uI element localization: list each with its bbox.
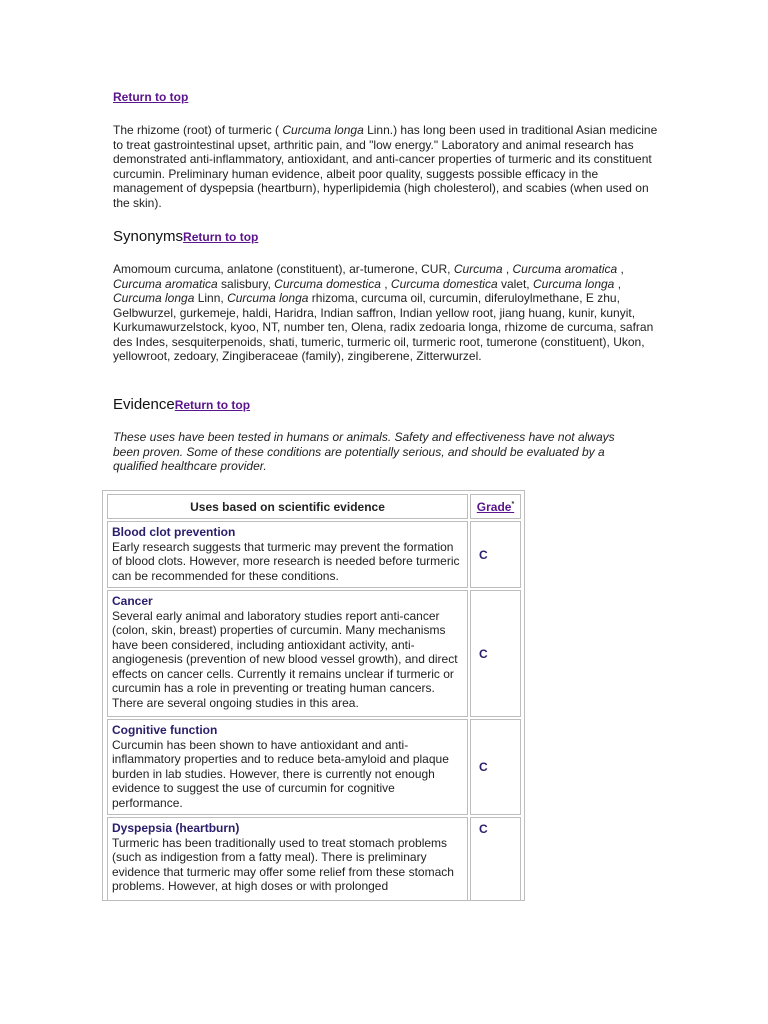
evidence-heading-label: Evidence: [113, 396, 175, 413]
table-row: [107, 521, 468, 588]
syn-italic: Curcuma longa: [532, 276, 615, 291]
grade-asterisk: *: [511, 500, 515, 508]
table-row: [107, 817, 468, 901]
grade-cell: [470, 817, 521, 901]
return-to-top-link[interactable]: Return to top: [113, 90, 189, 104]
use-name: Blood clot prevention: [112, 525, 236, 539]
syn-italic: Curcuma aromatica: [113, 276, 218, 291]
syn-italic: Curcuma domestica: [390, 276, 498, 291]
syn-text: ,: [502, 262, 513, 276]
use-description: Several early animal and laboratory studies report anti-cancer (colon, skin, breast) properties of curcumin. Many mechanisms have been considered, including antioxidant activity, anti-angiogenesis (prevention of new blood vessel growth), and direct effects on cancer cells. Currently it remains unclear if turmeric or curcumin has a role in preventing or treating human cancers. There are several ongoing studies in this area.: [112, 608, 458, 710]
use-name: Cancer: [112, 594, 153, 608]
intro-latin-name: Curcuma longa: [282, 123, 364, 137]
intro-paragraph: [113, 123, 658, 210]
syn-italic: Curcuma domestica: [274, 276, 381, 291]
evidence-table: [102, 490, 525, 901]
table-header-grade: [470, 494, 521, 519]
use-name: Dyspepsia (heartburn): [112, 821, 240, 835]
use-name: Cognitive function: [112, 723, 218, 737]
grade-value: C: [479, 547, 488, 562]
synonyms-return-to-top-link[interactable]: Return to top: [183, 230, 259, 244]
syn-text: valet,: [497, 276, 533, 291]
syn-italic: Curcuma: [453, 262, 503, 276]
syn-text: Amomoum curcuma, anlatone (constituent), ar-tumerone, CUR,: [113, 262, 454, 276]
synonyms-heading-label: Synonyms: [113, 228, 184, 245]
syn-text: rhizoma, curcuma oil, curcumin, diferuloylmethane, E zhu, Gelbwurzel, gurkemeje, haldi, Haridra, Indian saffron, Indian yellow root, jiang huang, kunir, kunyit, Kurkumawurzelstock, kyoo, NT, number ten, Olena, radix zedoaria longa, rhizome de curcuma, safran des Indes, sesquiterpenoids, shati, tumeric, turmeric oil, turmeric root, tumerone (constituent), Ukon, yellowroot, zedoary, Zingiberaceae (family), zingiberene, Zitterwurzel.: [113, 291, 654, 363]
synonyms-heading: [113, 228, 258, 245]
grade-link[interactable]: [477, 500, 514, 514]
evidence-return-to-top-link[interactable]: Return to top: [174, 398, 251, 412]
evidence-intro: These uses have been tested in humans or animals. Safety and effectiveness have not always been proven. Some of these conditions are potentially serious, and should be evaluated by a qualified healthcare provider.: [113, 430, 615, 473]
intro-text-1: The rhizome (root) of turmeric (: [113, 123, 283, 137]
synonyms-paragraph: [113, 262, 661, 364]
syn-text: Linn,: [194, 291, 228, 305]
syn-text: salisbury,: [217, 276, 275, 291]
col-grade-label: Grade: [476, 499, 512, 514]
use-description: Turmeric has been traditionally used to treat stomach problems (such as indigestion from a fatty meal). There is preliminary evidence that turmeric may offer some relief from these stomach problems. However, at high doses or with prolonged: [112, 835, 454, 893]
grade-cell: [470, 590, 521, 717]
evidence-heading: [113, 396, 250, 413]
syn-italic: Curcuma longa: [113, 291, 195, 305]
table-header-uses: [107, 494, 468, 519]
use-description: Curcumin has been shown to have antioxidant and anti-inflammatory properties and to reduce beta-amyloid and plaque burden in lab studies. However, there is currently not enough evidence to suggest the use of curcumin for cognitive performance.: [112, 737, 449, 810]
grade-value: C: [479, 822, 488, 836]
use-description: Early research suggests that turmeric may prevent the formation of blood clots. However, more research is needed before turmeric can be recommended for these conditions.: [112, 539, 460, 583]
grade-cell: [470, 719, 521, 815]
syn-italic: Curcuma longa: [227, 291, 309, 305]
syn-text: ,: [617, 262, 624, 276]
table-row: [107, 590, 468, 717]
syn-italic: Curcuma aromatica: [512, 262, 618, 276]
table-row: [107, 719, 468, 815]
intro-text-2: Linn.) has long been used in traditional Asian medicine to treat gastrointestinal upset, arthritic pain, and "low energy." Laboratory and animal research has demonstrated anti-inflammatory, antioxidant, and anti-cancer properties of turmeric and its constituent curcumin. Preliminary human evidence, albeit poor quality, suggests possible efficacy in the management of dyspepsia (heartburn), hyperlipidemia (high cholesterol), and scabies (when used on the skin).: [113, 123, 658, 210]
grade-cell: [470, 521, 521, 588]
syn-text: ,: [614, 276, 622, 291]
syn-text: ,: [380, 276, 391, 291]
grade-value: C: [479, 646, 488, 661]
col-uses-label: Uses based on scientific evidence: [190, 499, 385, 514]
grade-value: C: [479, 760, 488, 774]
